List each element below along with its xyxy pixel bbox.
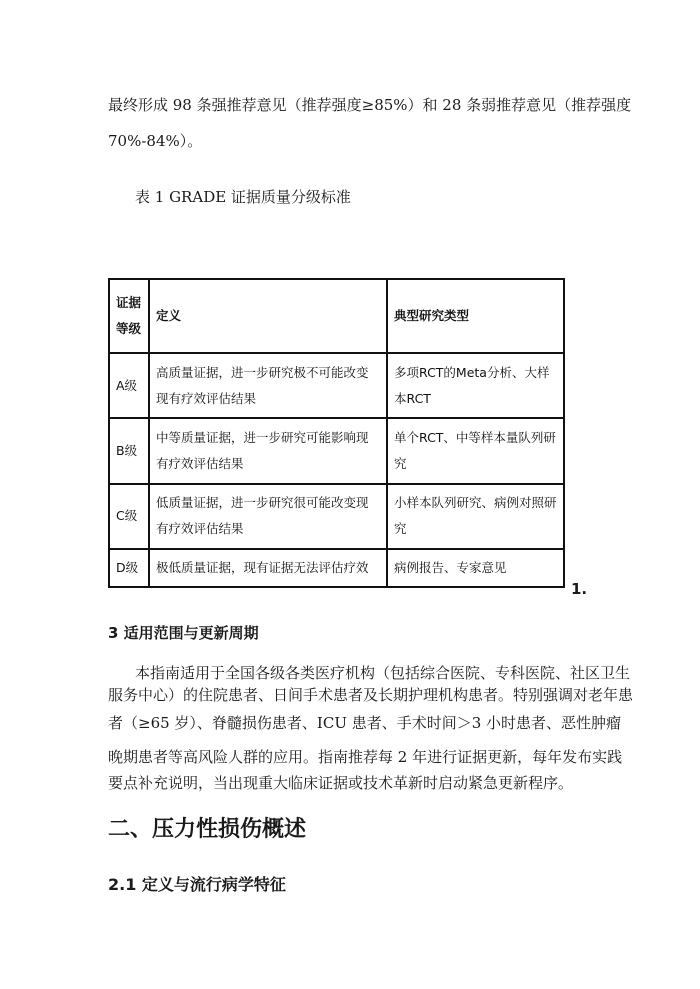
table-caption: 表 1 GRADE 证据质量分级标准 bbox=[135, 188, 351, 206]
table-header-row bbox=[109, 279, 564, 353]
grade-table bbox=[108, 278, 565, 588]
header-level: 证据等级 bbox=[109, 279, 149, 353]
header-study-type: 典型研究类型 bbox=[387, 279, 564, 353]
level-cell: A级 bbox=[109, 353, 149, 418]
definition-cell: 中等质量证据，进一步研究可能影响现有疗效评估结果 bbox=[149, 418, 387, 483]
chapter-2-heading: 二、压力性损伤概述 bbox=[108, 817, 307, 842]
level-cell: D级 bbox=[109, 549, 149, 587]
section-3-heading: 3 适用范围与更新周期 bbox=[108, 624, 259, 642]
definition-cell: 高质量证据，进一步研究极不可能改变现有疗效评估结果 bbox=[149, 353, 387, 418]
intro-line-2: 70%-84%）。 bbox=[108, 132, 203, 150]
section-3-line: 服务中心）的住院患者、日间手术患者及长期护理机构患者。特别强调对老年患 bbox=[108, 686, 634, 704]
stray-list-number: 1. bbox=[571, 580, 588, 598]
study-type-cell: 多项RCT的Meta分析、大样本RCT bbox=[387, 353, 564, 418]
section-2-1-heading: 2.1 定义与流行病学特征 bbox=[108, 875, 286, 894]
section-3-line: 要点补充说明，当出现重大临床证据或技术革新时启动紧急更新程序。 bbox=[108, 774, 574, 792]
section-3-line: 者（≥65 岁）、脊髓损伤患者、ICU 患者、手术时间＞3 小时患者、恶性肿瘤 bbox=[108, 714, 622, 732]
table-row bbox=[109, 353, 564, 418]
intro-line-1: 最终形成 98 条强推荐意见（推荐强度≥85%）和 28 条弱推荐意见（推荐强度 bbox=[108, 96, 632, 114]
study-type-cell: 小样本队列研究、病例对照研究 bbox=[387, 484, 564, 549]
section-3-line: 本指南适用于全国各级各类医疗机构（包括综合医院、专科医院、社区卫生 bbox=[135, 664, 631, 682]
table-row bbox=[109, 418, 564, 483]
table-row bbox=[109, 484, 564, 549]
grade-table-container bbox=[108, 278, 565, 588]
level-cell: B级 bbox=[109, 418, 149, 483]
level-cell: C级 bbox=[109, 484, 149, 549]
header-definition: 定义 bbox=[149, 279, 387, 353]
section-3-line: 晚期患者等高风险人群的应用。指南推荐每 2 年进行证据更新，每年发布实践 bbox=[108, 748, 623, 766]
table-row bbox=[109, 549, 564, 587]
study-type-cell: 病例报告、专家意见 bbox=[387, 549, 564, 587]
definition-cell: 低质量证据，进一步研究很可能改变现有疗效评估结果 bbox=[149, 484, 387, 549]
study-type-cell: 单个RCT、中等样本量队列研究 bbox=[387, 418, 564, 483]
definition-cell: 极低质量证据，现有证据无法评估疗效 bbox=[149, 549, 387, 587]
